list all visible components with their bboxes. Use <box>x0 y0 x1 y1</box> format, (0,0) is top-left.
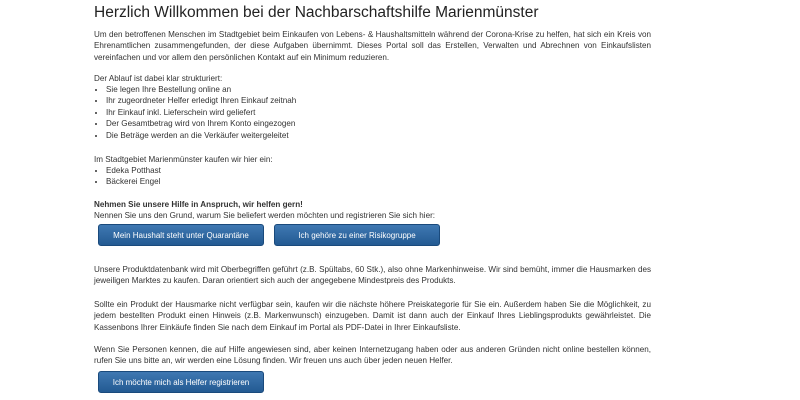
register-helper-button[interactable]: Ich möchte mich als Helfer registrieren <box>98 371 264 393</box>
cta-heading: Nehmen Sie unsere Hilfe in Anspruch, wir helfen gern! <box>94 200 303 209</box>
intro-text: Um den betroffenen Menschen im Stadtgebiet beim Einkaufen von Lebens- & Haushaltsmitteln während der Corona-Krise zu helfen, hat sich ein Kreis von Ehrenamtlichen zusammengefunden, der diese Aufgaben übernimmt. Dieses Portal soll das Erstellen, Verwalten und Abrechnen von Einkaufslisten vereinfachen und vor allem den persönlichen Kontakt auf ein Minimum reduzieren. <box>94 30 651 62</box>
list-item: • Sie legen Ihre Bestellung online an <box>106 84 296 95</box>
quarantine-button[interactable]: Mein Haushalt steht unter Quarantäne <box>98 224 264 246</box>
product-db-text: Unsere Produktdatenbank wird mit Oberbegriffen geführt (z.B. Spültabs, 60 Stk.), also ohne Markenhinweise. Wir sind bemüht, immer die Hausmarken des jeweiligen Marktes zu kaufen. Daran orientiert sich auch der angegebene Mindestpreis des Produkts. <box>94 265 651 286</box>
house-brand-text: Sollte ein Produkt der Hausmarke nicht verfügbar sein, kaufen wir die nächste höhere Preiskategorie für Sie ein. Außerdem haben Sie die Möglichkeit, zu jedem bestellten Produkt einen Hinweis (z.B. Markenwunsch) einzugeben. Damit ist dann auch der Einkauf Ihres Lieblingsprodukts gewährleistet. Die Kassenbons Ihrer Einkäufe finden Sie nach dem Einkauf im Portal als PDF-Datei in Ihrer Einkaufsliste. <box>94 300 651 332</box>
risk-group-button[interactable]: Ich gehöre zu einer Risikogruppe <box>274 224 440 246</box>
list-item: • Edeka Potthast <box>106 165 161 176</box>
list-item: • Der Gesamtbetrag wird von Ihrem Konto eingezogen <box>106 118 296 129</box>
list-item: • Ihr zugeordneter Helfer erledigt Ihren Einkauf zeitnah <box>106 95 296 106</box>
list-item: • Bäckerei Engel <box>106 176 161 187</box>
shops-label: Im Stadtgebiet Marienmünster kaufen wir hier ein: <box>94 155 273 164</box>
contact-text: Wenn Sie Personen kennen, die auf Hilfe angewiesen sind, aber keinen Internetzugang haben oder aus anderen Gründen nicht online bestellen können, rufen Sie uns bitte an, wir werden eine Lösung finden. Wir freuen uns auch über jeden neuen Helfer. <box>94 345 651 366</box>
steps-label: Der Ablauf ist dabei klar strukturiert: <box>94 74 223 83</box>
steps-list <box>94 84 296 141</box>
list-item: • Ihr Einkauf inkl. Lieferschein wird geliefert <box>106 107 296 118</box>
shops-list <box>94 165 161 188</box>
list-item: • Die Beträge werden an die Verkäufer weitergeleitet <box>106 130 296 141</box>
page-title: Herzlich Willkommen bei der Nachbarschaftshilfe Marienmünster <box>94 4 539 21</box>
cta-subtext: Nennen Sie uns den Grund, warum Sie beliefert werden möchten und registrieren Sie sich hier: <box>94 211 436 220</box>
